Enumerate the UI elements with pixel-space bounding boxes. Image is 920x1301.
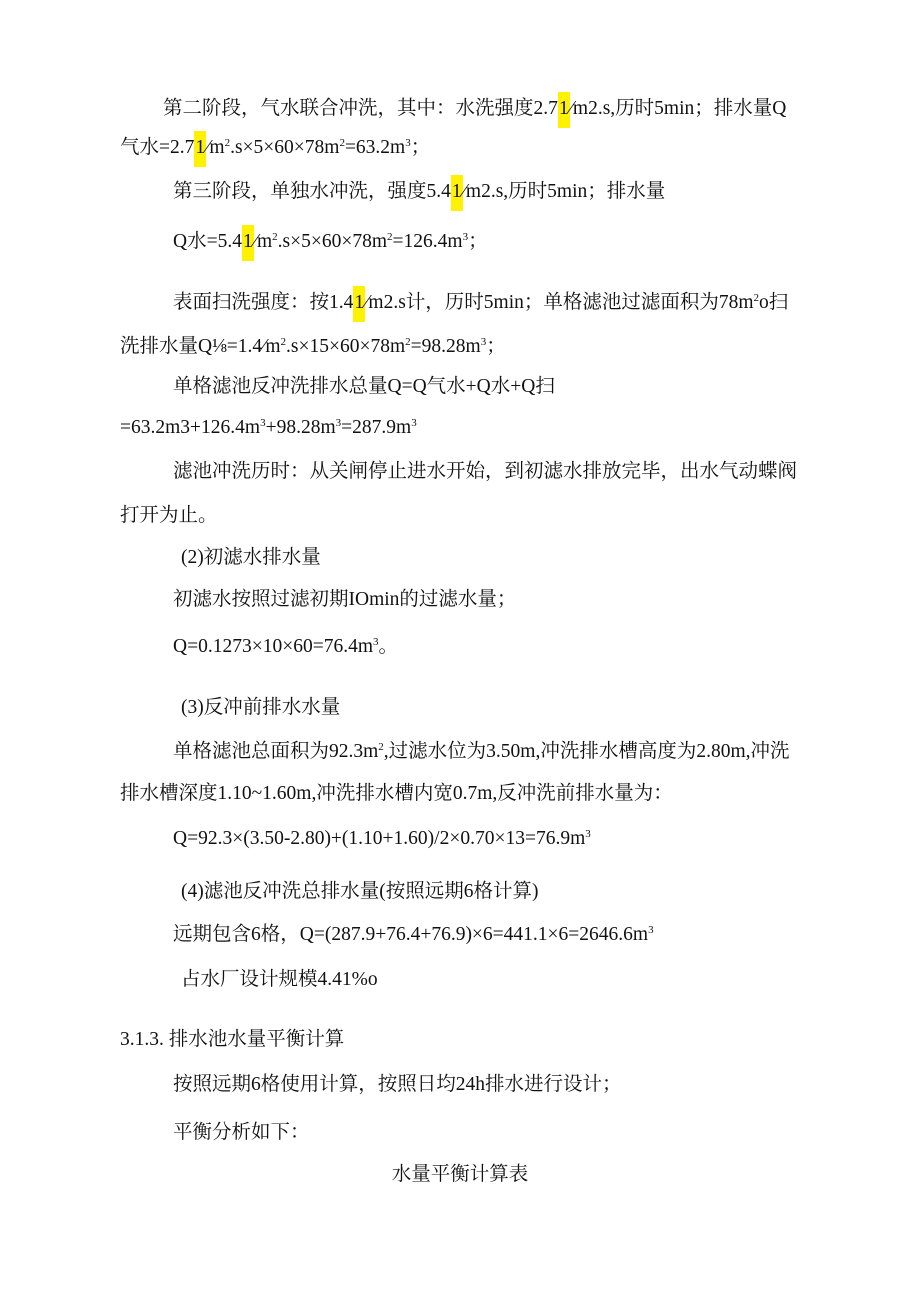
formula bbox=[173, 634, 398, 660]
highlight-mark: 1 bbox=[242, 225, 254, 261]
text: 第三阶段，单独水冲洗，强度5.4 bbox=[173, 181, 451, 202]
sweep-line-2 bbox=[120, 334, 506, 360]
paragraph: 初滤水按照过滤初期IOmin的过滤水量； bbox=[173, 589, 517, 610]
superscript: 2 bbox=[387, 231, 393, 243]
superscript: 2 bbox=[753, 292, 760, 304]
text: =63.2m3+126.4m bbox=[120, 417, 261, 438]
highlight-mark: 1 bbox=[558, 92, 570, 128]
superscript: 3 bbox=[405, 137, 411, 149]
superscript: 3 bbox=[462, 231, 469, 243]
superscript: 3 bbox=[411, 417, 417, 429]
text: ⁄m bbox=[253, 231, 273, 252]
text: 远期包含6格，Q=(287.9+76.4+76.9)×6=441.1×6=2646.6m bbox=[173, 924, 649, 945]
text: =98.28m bbox=[410, 336, 481, 357]
duration-line-1: 滤池冲洗历时：从关闸停止进水开始，到初滤水排放完毕，出水气动蝶阀 bbox=[173, 461, 798, 482]
table-title: 水量平衡计算表 bbox=[391, 1164, 529, 1185]
section-heading-4: (4)滤池反冲洗总排水量(按照远期6格计算) bbox=[181, 881, 539, 902]
text: Q水=5.4 bbox=[173, 231, 242, 252]
duration-line-2: 打开为止。 bbox=[120, 505, 218, 526]
total-line-1: 单格滤池反冲洗排水总量Q=Q气水+Q水+Q扫 bbox=[173, 376, 555, 397]
text: ； bbox=[410, 137, 431, 158]
paragraph bbox=[173, 739, 790, 765]
superscript: 3 bbox=[585, 828, 591, 840]
text: =287.9m bbox=[341, 417, 412, 438]
superscript: 2 bbox=[280, 336, 287, 348]
paragraph: 排水槽深度1.10~1.60m,冲洗排水槽内宽0.7m,反冲洗前排水量为： bbox=[120, 783, 673, 804]
formula bbox=[173, 826, 591, 852]
superscript: 3 bbox=[480, 336, 487, 348]
section-heading-2: (2)初滤水排水量 bbox=[181, 547, 321, 568]
text: 表面扫洗强度：按1.4 bbox=[173, 292, 354, 313]
text: ⁄m2.s,历时5min；排水量Q bbox=[569, 98, 787, 119]
highlight-mark: 1 bbox=[451, 175, 463, 211]
stage3-line-1 bbox=[173, 179, 665, 205]
superscript: 3 bbox=[648, 924, 654, 936]
text: ,过滤水位为3.50m,冲洗排水槽高度为2.80m,冲洗 bbox=[383, 741, 790, 762]
sweep-line-1 bbox=[173, 290, 788, 316]
superscript: 2 bbox=[272, 231, 278, 243]
text: =63.2m bbox=[344, 137, 406, 158]
text: ； bbox=[468, 231, 488, 252]
paragraph: 按照远期6格使用计算，按照日均24h排水进行设计； bbox=[173, 1074, 622, 1095]
section-heading-3: (3)反冲前排水水量 bbox=[181, 697, 341, 718]
paragraph: 占水厂设计规模4.41%o bbox=[181, 969, 378, 990]
text: ⁄m bbox=[206, 137, 225, 158]
text: 第二阶段，气水联合冲洗，其中：水洗强度2.7 bbox=[163, 98, 558, 119]
text: ； bbox=[486, 336, 506, 357]
stage3-line-2 bbox=[173, 229, 488, 255]
text: ⁄m2.s计，历时5min；单格滤池过滤面积为78m bbox=[365, 292, 754, 313]
stage2-line-2 bbox=[120, 135, 430, 161]
text: 单格滤池总面积为92.3m bbox=[173, 741, 379, 762]
total-line-2 bbox=[120, 415, 417, 441]
text: 洗排水量Q⅛=1.4⁄m bbox=[120, 336, 281, 357]
superscript: 2 bbox=[405, 336, 411, 348]
section-title: 3.1.3. 排水池水量平衡计算 bbox=[120, 1029, 345, 1050]
text: =126.4m bbox=[392, 231, 463, 252]
formula bbox=[173, 922, 654, 948]
text: Q=92.3×(3.50-2.80)+(1.10+1.60)/2×0.70×13=76.9m bbox=[173, 828, 586, 849]
text: +98.28m bbox=[265, 417, 336, 438]
superscript: 3 bbox=[260, 417, 266, 429]
superscript: 2 bbox=[339, 137, 345, 149]
text: o扫 bbox=[759, 292, 789, 313]
highlight-mark: 1 bbox=[353, 286, 365, 322]
text: .s×15×60×78m bbox=[286, 336, 406, 357]
text: ⁄m2.s,历时5min；排水量 bbox=[462, 181, 666, 202]
superscript: 2 bbox=[224, 137, 231, 149]
paragraph: 平衡分析如下： bbox=[173, 1122, 310, 1143]
text: .s×5×60×78m bbox=[230, 137, 340, 158]
text: 。 bbox=[378, 636, 399, 657]
text: 气水=2.7 bbox=[120, 137, 195, 158]
superscript: 3 bbox=[373, 636, 379, 648]
text: .s×5×60×78m bbox=[277, 231, 388, 252]
superscript: 3 bbox=[335, 417, 342, 429]
text: Q=0.1273×10×60=76.4m bbox=[173, 636, 373, 657]
highlight-mark: 1 bbox=[194, 131, 206, 167]
superscript: 2 bbox=[378, 741, 384, 753]
stage2-line-1 bbox=[163, 96, 786, 122]
